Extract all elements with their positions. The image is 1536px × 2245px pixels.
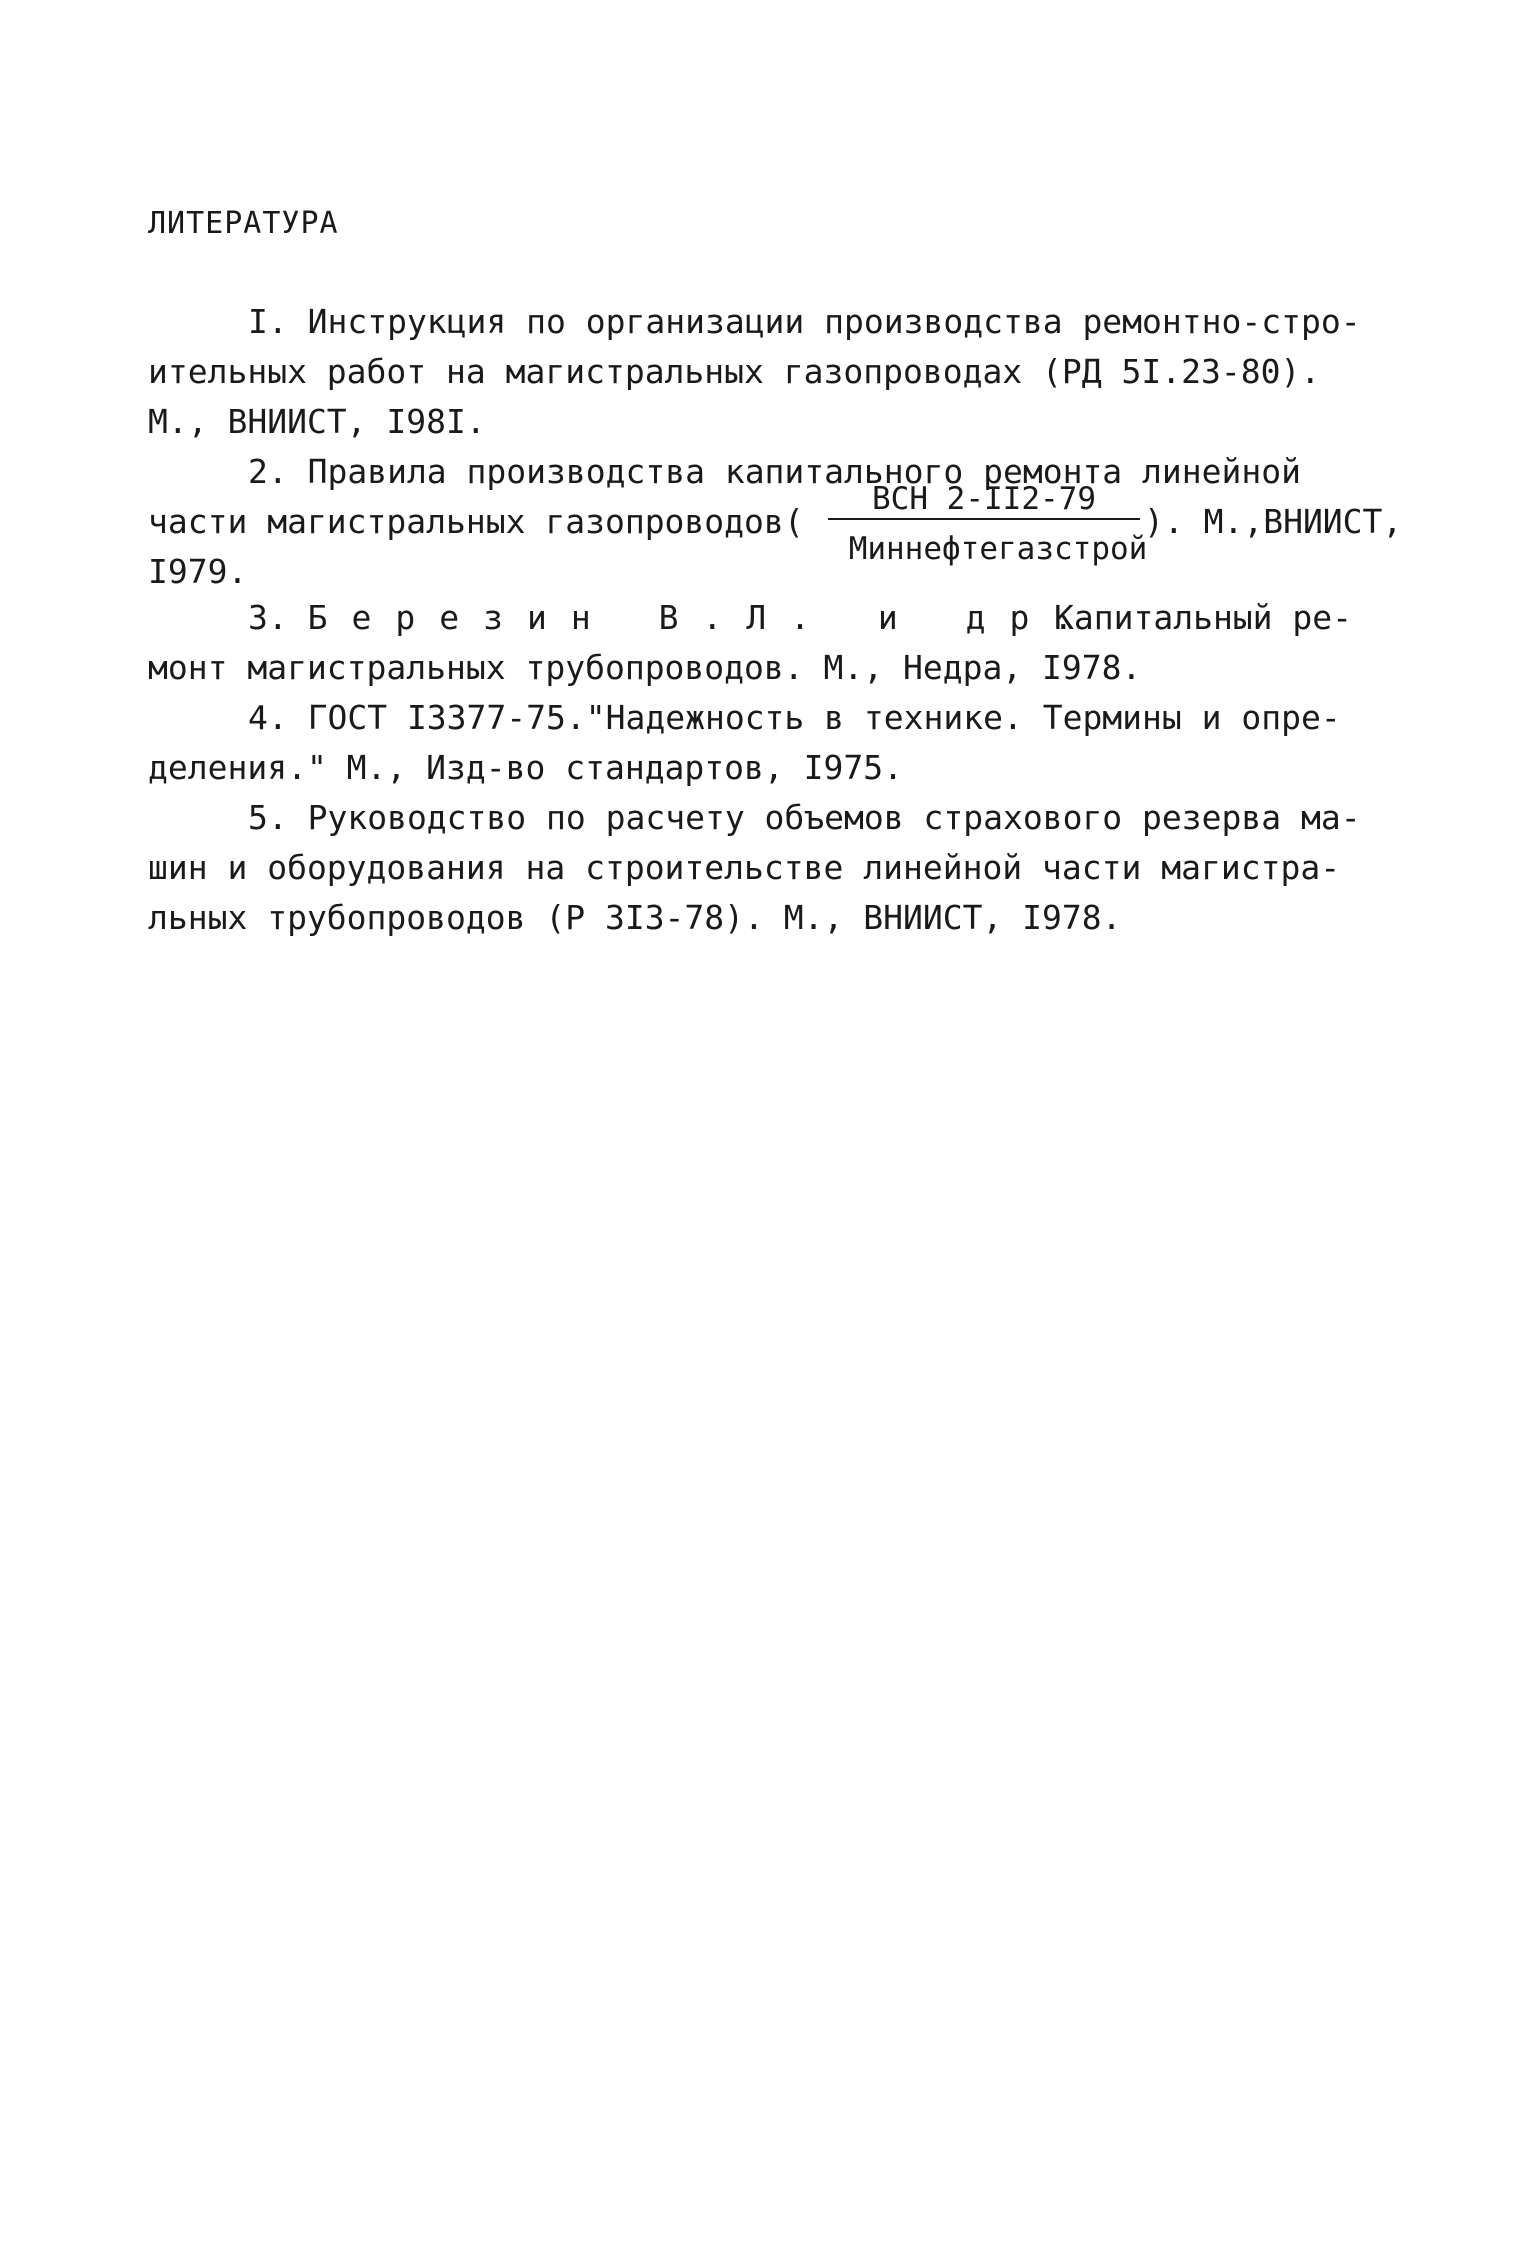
reference-1-line-2: ительных работ на магистральных газопроводах (РД 5I.23-80).	[148, 352, 1321, 391]
reference-1-line-3: М., ВНИИСТ, I98I.	[148, 402, 486, 441]
reference-3-line-1	[248, 594, 1097, 642]
reference-4-line-2: деления." М., Изд-во стандартов, I975.	[148, 748, 903, 787]
reference-2-fraction-numerator: ВСН 2-II2-79	[828, 480, 1140, 520]
reference-2-open-paren: (	[784, 502, 804, 541]
reference-2-line-3: I979.	[148, 552, 248, 591]
reference-5-line-1: 5. Руководство по расчету объемов страхового резерва ма-	[248, 798, 1361, 837]
reference-5-line-2: шин и оборудования на строительстве линейной части магистра-	[148, 848, 1341, 887]
section-heading: ЛИТЕРАТУРА	[148, 206, 339, 241]
reference-3-authors: Березин В.Л. и др.	[307, 598, 1098, 637]
reference-1-line-1: I. Инструкция по организации производства ремонтно-стро-	[248, 302, 1361, 341]
reference-2-line-2-prefix: части магистральных газопроводов	[148, 502, 784, 541]
reference-2-fraction-denominator: Миннефтегазстрой	[848, 531, 1148, 567]
reference-5-line-3: льных трубопроводов (Р 3I3-78). М., ВНИИСТ, I978.	[148, 898, 1122, 937]
reference-2-line-1: 2. Правила производства капитального ремонта линейной	[248, 452, 1301, 491]
reference-3-line-2: монт магистральных трубопроводов. М., Недра, I978.	[148, 648, 1142, 687]
reference-3-line-1-rest: Капитальный ре-	[1054, 598, 1353, 637]
reference-3-number: 3.	[248, 598, 288, 637]
reference-2-line-2-suffix: ). М.,ВНИИСТ,	[1144, 502, 1403, 541]
reference-4-line-1: 4. ГОСТ I3377-75."Надежность в технике. Термины и опре-	[248, 698, 1341, 737]
